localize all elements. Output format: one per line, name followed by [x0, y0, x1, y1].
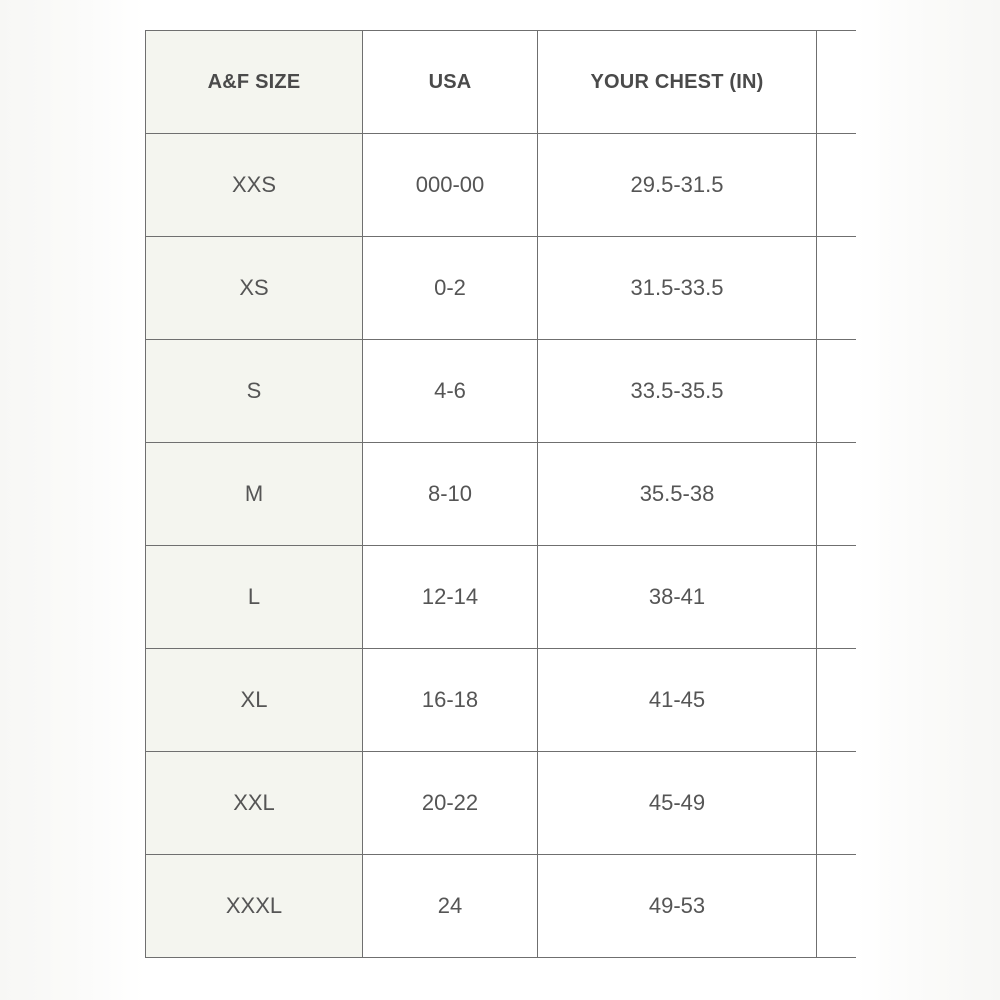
cell-chest: 41-45	[538, 649, 817, 752]
cell-cut-off	[817, 134, 857, 237]
cell-af-size: M	[146, 443, 363, 546]
cell-af-size: S	[146, 340, 363, 443]
table-row	[146, 340, 857, 443]
cell-af-size: XXL	[146, 752, 363, 855]
header-cut-off	[817, 31, 857, 134]
table-row	[146, 134, 857, 237]
cell-chest: 29.5-31.5	[538, 134, 817, 237]
cell-usa: 4-6	[363, 340, 538, 443]
cell-usa: 8-10	[363, 443, 538, 546]
cell-cut-off	[817, 752, 857, 855]
cell-af-size: XS	[146, 237, 363, 340]
cell-af-size: L	[146, 546, 363, 649]
right-margin	[856, 0, 1000, 1000]
cell-cut-off	[817, 649, 857, 752]
cell-af-size: XXS	[146, 134, 363, 237]
cell-chest: 35.5-38	[538, 443, 817, 546]
cell-cut-off	[817, 340, 857, 443]
cell-chest: 38-41	[538, 546, 817, 649]
cell-usa: 12-14	[363, 546, 538, 649]
left-margin	[0, 0, 145, 1000]
cell-usa: 000-00	[363, 134, 538, 237]
cell-cut-off	[817, 237, 857, 340]
cell-usa: 24	[363, 855, 538, 958]
table-row	[146, 546, 857, 649]
cell-usa: 0-2	[363, 237, 538, 340]
cell-chest: 31.5-33.5	[538, 237, 817, 340]
cell-cut-off	[817, 546, 857, 649]
header-usa: USA	[363, 31, 538, 134]
cell-chest: 45-49	[538, 752, 817, 855]
cell-chest: 33.5-35.5	[538, 340, 817, 443]
header-af-size: A&F SIZE	[146, 31, 363, 134]
table-row	[146, 855, 857, 958]
table-row	[146, 443, 857, 546]
cell-usa: 20-22	[363, 752, 538, 855]
table-row	[146, 649, 857, 752]
cell-af-size: XXXL	[146, 855, 363, 958]
cell-usa: 16-18	[363, 649, 538, 752]
cell-af-size: XL	[146, 649, 363, 752]
header-chest: YOUR CHEST (IN)	[538, 31, 817, 134]
cell-cut-off	[817, 443, 857, 546]
cell-chest: 49-53	[538, 855, 817, 958]
size-chart-container	[145, 30, 856, 972]
table-row	[146, 752, 857, 855]
table-row	[146, 237, 857, 340]
size-chart-table	[145, 30, 856, 958]
cell-cut-off	[817, 855, 857, 958]
header-row	[146, 31, 857, 134]
